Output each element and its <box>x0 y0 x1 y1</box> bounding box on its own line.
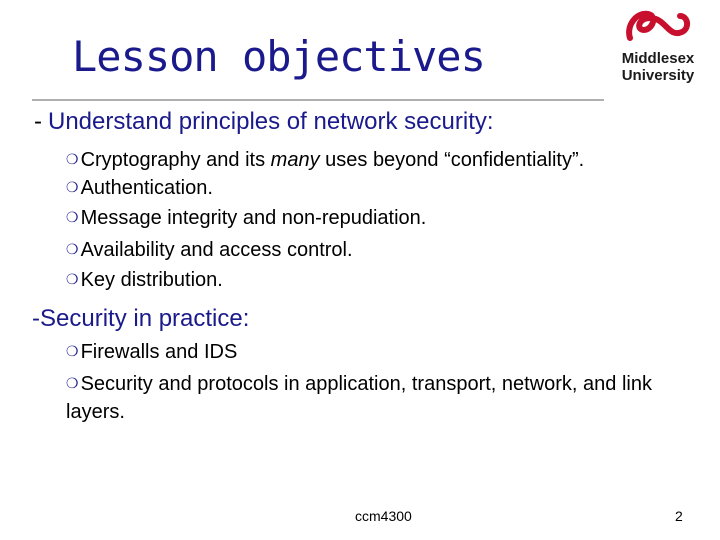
footer-page-number: 2 <box>675 508 683 524</box>
section-heading-principles <box>34 108 494 136</box>
logo-line-1: Middlesex <box>621 50 695 67</box>
bullet-circle-icon: ❍ <box>66 242 79 258</box>
list-item-firewalls <box>66 341 237 364</box>
list-item-text: uses beyond “confidentiality”. <box>319 149 585 171</box>
list-item-authentication <box>66 177 213 200</box>
list-item-text: Message integrity and non-repudiation. <box>80 207 427 229</box>
footer-course-code: ccm4300 <box>355 508 412 524</box>
list-item-protocols <box>66 371 696 425</box>
bullet-circle-icon: ❍ <box>66 376 79 392</box>
logo-line-2: University <box>621 67 695 84</box>
bullet-circle-icon: ❍ <box>66 344 79 360</box>
section-heading-practice: -Security in practice: <box>32 305 250 332</box>
bullet-circle-icon: ❍ <box>66 272 79 288</box>
list-item-text: Cryptography and its <box>80 149 271 171</box>
list-item-text: Authentication. <box>80 177 213 199</box>
bullet-circle-icon: ❍ <box>66 152 79 168</box>
list-item-text: Key distribution. <box>80 269 223 291</box>
slide-title: Lesson objectives <box>72 32 485 81</box>
heading-dash: - <box>34 108 42 135</box>
logo-wordmark <box>616 50 700 84</box>
logo-ribbon-icon <box>622 8 694 48</box>
list-item-text: Firewalls and IDS <box>80 341 238 363</box>
list-item-availability <box>66 239 353 262</box>
title-divider <box>32 99 604 101</box>
bullet-circle-icon: ❍ <box>66 210 79 226</box>
university-logo <box>616 8 700 92</box>
list-item-key-distribution <box>66 269 223 292</box>
list-item-text: Availability and access control. <box>80 239 353 261</box>
list-item-emphasis: many <box>270 149 320 171</box>
list-item-message-integrity <box>66 207 426 230</box>
list-item-text: Security and protocols in application, transport, network, and link layers. <box>66 373 652 423</box>
heading-text: Understand principles of network security: <box>48 108 494 135</box>
bullet-circle-icon: ❍ <box>66 180 79 196</box>
list-item-cryptography <box>66 149 584 172</box>
